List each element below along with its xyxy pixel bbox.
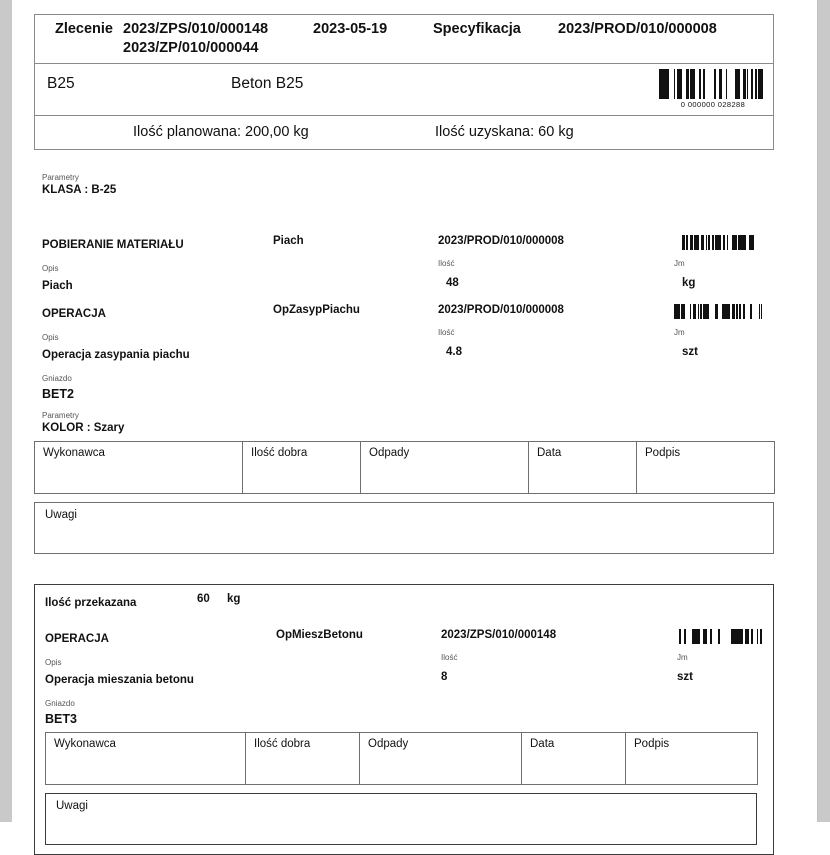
- block-b: [34, 584, 774, 855]
- ean13-digits: 0 000000 028288: [680, 100, 746, 109]
- order-date: 2023-05-19: [313, 21, 388, 37]
- production-order-sheet: [34, 14, 774, 855]
- table-row: [35, 442, 775, 494]
- operation-a-jm-tag: Jm: [674, 328, 685, 337]
- col-podpis-b[interactable]: Podpis: [634, 738, 670, 750]
- material-opis-value: Piach: [42, 280, 73, 292]
- col-wykonawca-a[interactable]: Wykonawca: [35, 442, 243, 494]
- spec-number: 2023/PROD/010/000008: [558, 21, 717, 37]
- material-name: Piach: [273, 235, 304, 247]
- operation-b-doc-no: 2023/ZPS/010/000148: [441, 629, 557, 641]
- material-title: POBIERANIE MATERIAŁU: [42, 239, 184, 251]
- material-ilosc-value: 48: [446, 277, 459, 289]
- operation-a-gniazdo-tag: Gniazdo: [42, 374, 72, 383]
- operation-b-opis-value: Operacja mieszania betonu: [45, 674, 194, 686]
- material-barcode-bars: [674, 235, 764, 250]
- header-block: [34, 14, 774, 150]
- ean13-barcode: [659, 69, 767, 109]
- quantity-planned: Ilość planowana: 200,00 kg: [133, 124, 309, 140]
- material-jm-value: kg: [682, 277, 696, 289]
- top-parameters-tag: Parametry: [42, 173, 79, 182]
- order-number-1: 2023/ZPS/010/000148: [123, 21, 269, 37]
- operation-a-opis-tag: Opis: [42, 333, 59, 342]
- transferred-unit: kg: [227, 593, 241, 605]
- operation-b-ilosc-value: 8: [441, 671, 448, 683]
- quantity-obtained: Ilość uzyskana: 60 kg: [435, 124, 574, 140]
- order-label: Zlecenie: [54, 21, 113, 37]
- product-name: Beton B25: [231, 75, 304, 92]
- operation-a-barcode-bars: [674, 304, 764, 319]
- transferred-quantity-row: [45, 593, 763, 611]
- operation-b-jm-value: szt: [677, 671, 693, 683]
- material-opis-tag: Opis: [42, 264, 59, 273]
- operation-a-gniazdo: [34, 373, 774, 401]
- col-ilosc-dobra-a[interactable]: Ilość dobra: [243, 442, 361, 494]
- signoff-table-a: [34, 441, 775, 494]
- document-page: [12, 0, 818, 822]
- col-ilosc-dobra-b[interactable]: Ilość dobra: [246, 733, 360, 785]
- operation-a-barcode: [674, 304, 764, 319]
- header-product-row: [35, 64, 773, 116]
- operation-a-name: OpZasypPiachu: [273, 304, 360, 316]
- uwagi-box-b[interactable]: Uwagi: [45, 793, 757, 845]
- material-detail-row: [34, 258, 774, 294]
- operation-b-opis-tag: Opis: [45, 658, 62, 667]
- operation-a-jm-value: szt: [682, 346, 698, 358]
- material-barcode: [674, 235, 764, 250]
- col-podpis-a[interactable]: Podpis: [645, 447, 681, 459]
- operation-b-gniazdo-value: BET3: [45, 712, 77, 726]
- operation-b-ilosc-tag: Ilość: [441, 653, 458, 662]
- operation-b-gniazdo: [45, 698, 763, 726]
- col-odpady-a[interactable]: Odpady: [361, 442, 529, 494]
- operation-a-gniazdo-value: BET2: [42, 387, 74, 401]
- top-parameters: [34, 172, 774, 197]
- operation-b-detail-row: [45, 652, 763, 688]
- operation-b-gniazdo-tag: Gniazdo: [45, 699, 75, 708]
- col-odpady-b[interactable]: Odpady: [360, 733, 522, 785]
- operation-a-detail-row: [34, 327, 774, 363]
- col-data-a[interactable]: Data: [529, 442, 637, 494]
- transferred-label: Ilość przekazana: [45, 597, 137, 609]
- operation-a-parametry: [34, 410, 774, 435]
- operation-a-ilosc-tag: Ilość: [438, 328, 455, 337]
- table-row: [46, 733, 758, 785]
- operation-a-row: [34, 304, 774, 322]
- operation-b-title: OPERACJA: [45, 633, 109, 645]
- top-parameters-value: KLASA : B-25: [42, 184, 117, 196]
- operation-a-title: OPERACJA: [42, 308, 106, 320]
- operation-b-name: OpMieszBetonu: [276, 629, 363, 641]
- material-doc-no: 2023/PROD/010/000008: [438, 235, 564, 247]
- operation-b-barcode-bars: [677, 629, 767, 644]
- operation-b-row: [45, 629, 763, 647]
- right-page-edge: [818, 0, 830, 822]
- operation-b-jm-tag: Jm: [677, 653, 688, 662]
- material-ilosc-tag: Ilość: [438, 259, 455, 268]
- order-number-2: 2023/ZP/010/000044: [123, 40, 259, 56]
- header-quantity-row: [35, 116, 773, 150]
- operation-a-parametry-tag: Parametry: [42, 411, 79, 420]
- spec-label: Specyfikacja: [433, 21, 521, 37]
- operation-b-barcode: [677, 629, 767, 644]
- col-wykonawca-b[interactable]: Wykonawca: [46, 733, 246, 785]
- operation-a-parametry-value: KOLOR : Szary: [42, 422, 125, 434]
- block-a: [34, 235, 774, 554]
- material-jm-tag: Jm: [674, 259, 685, 268]
- header-order-row: [35, 15, 773, 64]
- signoff-table-b: [45, 732, 758, 785]
- col-data-b[interactable]: Data: [522, 733, 626, 785]
- product-code: B25: [47, 75, 75, 92]
- material-row: [34, 235, 774, 253]
- operation-a-ilosc-value: 4.8: [446, 346, 462, 358]
- transferred-value: 60: [197, 593, 210, 605]
- left-page-gutter: [0, 0, 12, 822]
- uwagi-box-a[interactable]: Uwagi: [34, 502, 774, 554]
- operation-a-doc-no: 2023/PROD/010/000008: [438, 304, 564, 316]
- ean13-bars: [659, 69, 767, 99]
- operation-a-opis-value: Operacja zasypania piachu: [42, 349, 190, 361]
